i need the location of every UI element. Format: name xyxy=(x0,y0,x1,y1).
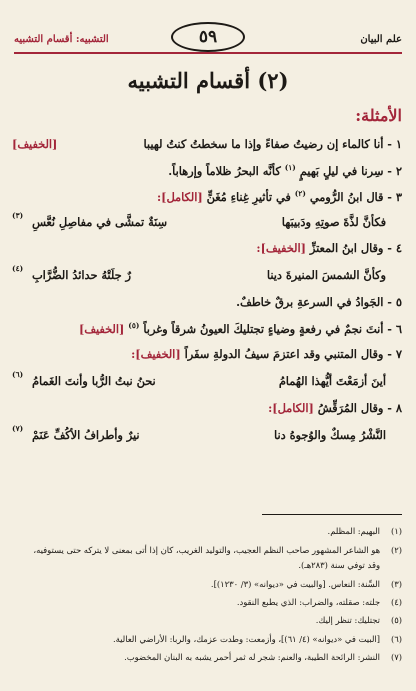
header-chapter-title: التشبيه: أقسام التشبيه xyxy=(14,34,109,45)
header-book-title: علم البيان xyxy=(360,34,402,45)
section-title: (٢) أقسام التشبيه xyxy=(127,68,289,93)
footnote: (٣)السِّنة: النعاس. [والبيت في «ديوانه» (٣/ ١٢٣٠)]. xyxy=(210,579,402,589)
footnote: (٢)هو الشاعر المشهور صاحب النظم العجيب، والتوليد الغريب، كان إذا أتى بمعنى لا يتركه حتى يستوفيه، xyxy=(33,545,402,555)
footnote-rule xyxy=(262,514,402,515)
footnote-continuation: وقد توفي سنة (٢٨٣هـ). xyxy=(298,560,380,570)
footnote: (٤)جلته: صقلته، والضراب: الذي يطبع النقود. xyxy=(236,597,402,607)
footnote: (٥)تجتليك: تنظر إليك. xyxy=(315,615,402,625)
header-rule xyxy=(14,52,402,54)
book-page: علم البيان ٥٩ التشبيه: أقسام التشبيه (٢) أقسام التشبيه الأمثلة: ١ - أنا كالماء إن رضيتُ صفاءً وإذا ما سخطتُ كنتُ لهيبا [الخفيف] ٢ - سِرنا في ليلٍ بَهيمٍ $^{(١)}$ كأنَّه البحرُ ظلاماً وإرهاباً. ٣ - قال ابنُ الرُّومي $^{(٢)}$ في تأثيرِ غِناءِ مُغَنٍّ [الكامل]: فكأنَّ لذَّةَ صوتِهِ ودَبيبَها سِنَةٌ تمشَّى في مفاصِلِ نُعَّسِ (٣) ٤ - وقال ابنُ المعتزِّ [الخفيف]: وكأنَّ الشمسَ المنيرةَ دينا رٌ جلَتْهُ حدائدُ الضُّرَّابِ (٤) ٥ - الجَوادُ في السرعةِ برقٌ خاطفٌ. ٦ - أنتَ نجمٌ في رفعةٍ وضياءٍ تجتليكَ العيونُ شرقاً وغرباً $^{(٥)}$ [الخفيف] ٧ - وقال المتنبي وقد اعتزمَ سيفُ الدولةِ سفَراً [الخفيف]: أينَ أزمَعْتَ أيُّهذا الهُمامُ نحنُ نبتُ الرُّبا وأنتَ الغَمامُ (٦) ٨ - وقال المُرَقِّشُ [الكامل]: النَّشْرُ مِسكٌ والوُجوهُ دنا نيرٌ وأطرافُ الأكُفِّ عَنَمْ (٧) (١)البهيم: المظلم. (٢)هو الشاعر المشهور صاحب النظم العجيب، والتوليد الغريب، كان إذا أتى بمعنى لا يتركه حتى يستوفيه، وقد توفي سنة (٢٨٣هـ). (٣)السِّنة: النعاس. [والبيت في «ديوانه» (٣/ ١٢٣٠)]. (٤)جلته: صقلته، والضراب: الذي يطبع النقود. (٥)تجتليك: تنظر إليك. (٦)[البيت في «ديوانه» (٤/ ٦١)]، وأزمعت: وطدت عزمك، والربا: الأراضي العالية. (٧)النشر: الرائحة الطيبة، والعنم: شجر له ثمر أحمر يشبه به البنان المخضوب. xyxy=(0,0,416,691)
example-line: ٧ - وقال المتنبي وقد اعتزمَ سيفُ الدولةِ سفَراً [الخفيف]: xyxy=(131,347,402,361)
example-line: ٦ - أنتَ نجمٌ في رفعةٍ وضياءٍ تجتليكَ العيونُ شرقاً وغرباً $^{(٥)}$ [الخفيف] xyxy=(78,321,402,336)
footnote: (٧)النشر: الرائحة الطيبة، والعنم: شجر له ثمر أحمر يشبه به البنان المخضوب. xyxy=(124,652,402,662)
example-line: ٥ - الجَوادُ في السرعةِ برقٌ خاطفٌ. xyxy=(236,295,402,309)
examples-heading: الأمثلة: xyxy=(355,106,402,125)
footnote: (٦)[البيت في «ديوانه» (٤/ ٦١)]، وأزمعت: وطدت عزمك، والربا: الأراضي العالية. xyxy=(112,634,402,644)
example-line: ٤ - وقال ابنُ المعتزِّ [الخفيف]: xyxy=(256,241,402,255)
page-number: ٥٩ xyxy=(171,22,245,52)
example-line: ٨ - وقال المُرَقِّشُ [الكامل]: xyxy=(268,401,402,415)
example-line: ٢ - سِرنا في ليلٍ بَهيمٍ $^{(١)}$ كأنَّه البحرُ ظلاماً وإرهاباً. xyxy=(168,163,402,178)
example-line: ١ - أنا كالماء إن رضيتُ صفاءً وإذا ما سخطتُ كنتُ لهيبا [الخفيف] xyxy=(12,137,402,151)
footnote: (١)البهيم: المظلم. xyxy=(327,526,402,536)
example-line: ٣ - قال ابنُ الرُّومي $^{(٢)}$ في تأثيرِ غِناءِ مُغَنٍّ [الكامل]: xyxy=(156,189,402,204)
page-header xyxy=(10,28,406,54)
